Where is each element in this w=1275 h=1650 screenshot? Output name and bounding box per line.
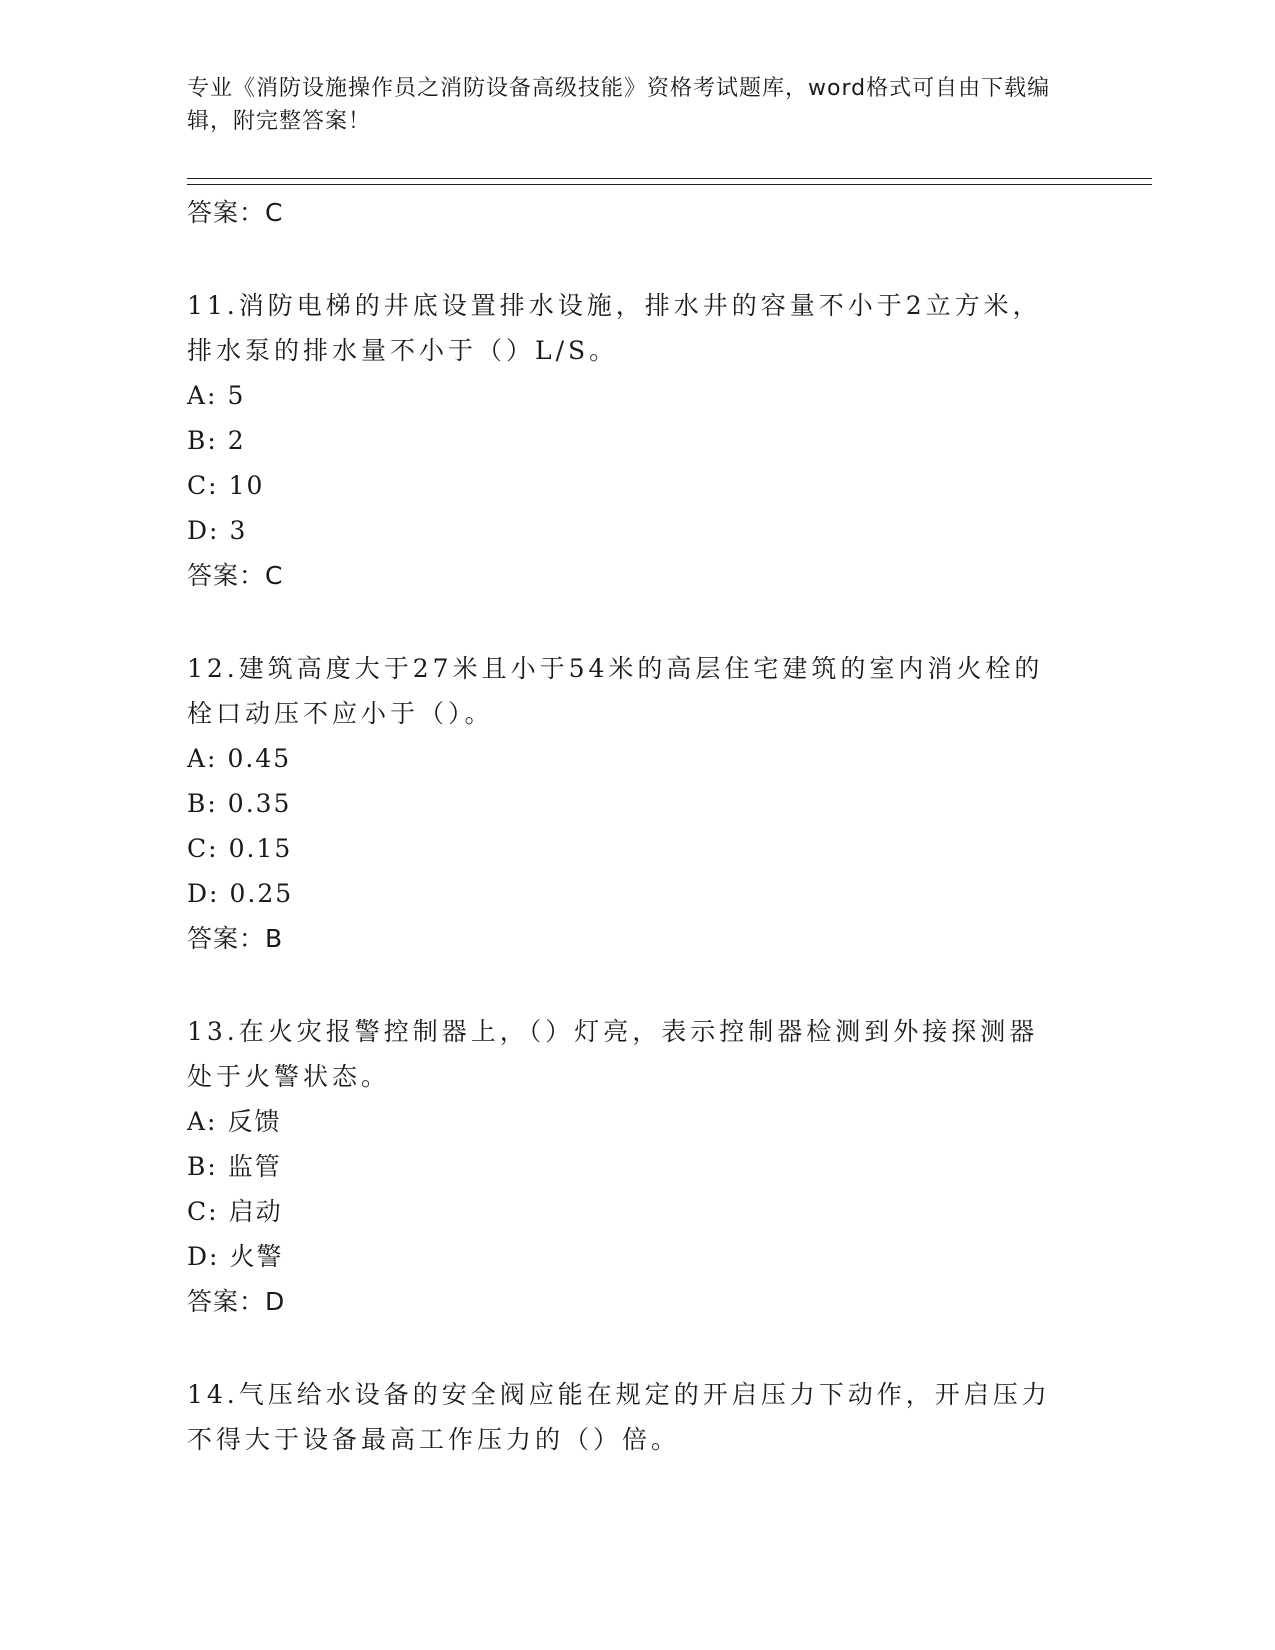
option-key: B: [187,426,218,455]
option-value: 5 [227,381,246,410]
option-key: A: [187,1107,218,1136]
option-value: 反馈 [227,1107,282,1136]
question-answer: 答案：D [187,1287,286,1316]
option-value: 启动 [228,1197,283,1226]
option-value: 10 [228,471,265,500]
option-value: 3 [229,516,248,545]
question-12 [187,646,1067,961]
question-13 [187,1009,1067,1324]
option-key: A: [187,744,218,773]
option-value: 0.15 [228,834,293,863]
question-stem: 12.建筑高度大于27米且小于54米的高层住宅建筑的室内消火栓的栓口动压不应小于（）。 [187,654,1044,728]
option-key: D: [187,516,220,545]
option-a [187,736,1067,781]
option-key: A: [187,381,218,410]
option-key: D: [187,1242,220,1271]
option-c [187,1189,1067,1234]
option-c [187,826,1067,871]
option-b [187,418,1067,463]
previous-answer: 答案：C [187,198,284,227]
option-c [187,463,1067,508]
option-key: C: [187,471,219,500]
option-value: 2 [227,426,246,455]
option-a [187,1099,1067,1144]
header-rule-bottom [187,184,1152,185]
option-key: C: [187,834,219,863]
option-value: 0.25 [229,879,294,908]
option-d [187,1234,1067,1279]
question-14 [187,1372,1067,1462]
option-b [187,781,1067,826]
question-stem: 14.气压给水设备的安全阀应能在规定的开启压力下动作，开启压力不得大于设备最高工作压力的（）倍。 [187,1380,1051,1454]
option-key: C: [187,1197,219,1226]
option-b [187,1144,1067,1189]
question-list [187,190,1067,1462]
question-stem: 11.消防电梯的井底设置排水设施，排水井的容量不小于2立方米，排水泵的排水量不小于（）L/S。 [187,291,1042,365]
header-rule-top [187,178,1152,179]
option-d [187,871,1067,916]
option-value: 监管 [227,1152,282,1181]
option-d [187,508,1067,553]
option-value: 火警 [229,1242,284,1271]
option-key: D: [187,879,220,908]
question-answer: 答案：C [187,561,284,590]
option-key: B: [187,1152,218,1181]
document-header: 专业《消防设施操作员之消防设备高级技能》资格考试题库，word格式可自由下载编辑，附完整答案！ [187,76,1051,134]
option-key: B: [187,789,218,818]
option-value: 0.35 [227,789,292,818]
option-a [187,373,1067,418]
question-answer: 答案：B [187,924,284,953]
option-value: 0.45 [227,744,292,773]
question-stem: 13.在火灾报警控制器上，（）灯亮，表示控制器检测到外接探测器处于火警状态。 [187,1017,1039,1091]
question-11 [187,283,1067,598]
